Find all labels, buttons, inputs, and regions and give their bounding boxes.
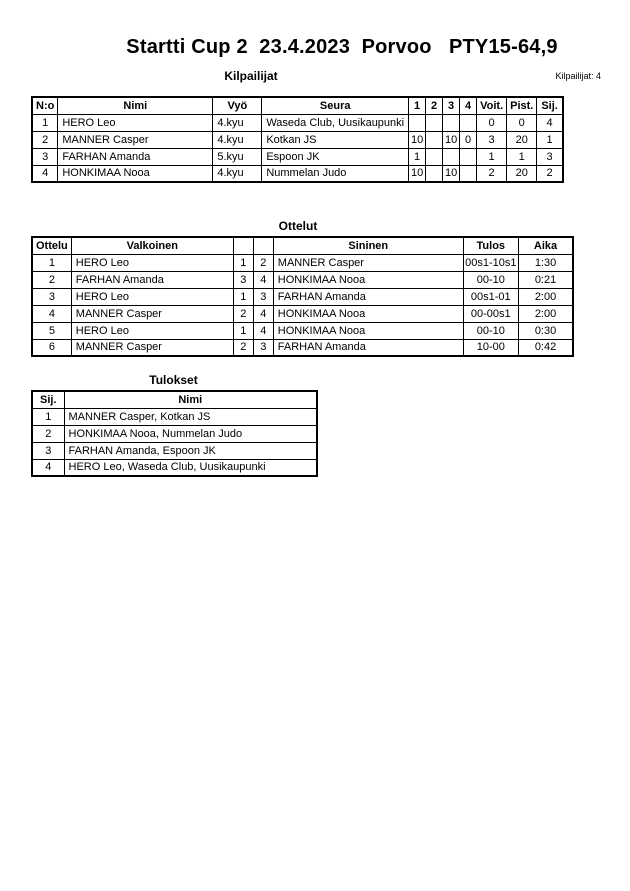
result-cell: 10-00 <box>463 339 518 356</box>
section-title-tulokset: Tulokset <box>149 373 198 387</box>
name-club-cell: HERO Leo, Waseda Club, Uusikaupunki <box>64 459 317 476</box>
name-cell: HERO Leo <box>58 114 213 131</box>
score-cell-2 <box>426 165 443 182</box>
score-cell-4 <box>460 148 477 165</box>
white-name-cell: MANNER Casper <box>71 339 233 356</box>
wins-cell: 0 <box>477 114 507 131</box>
result-row <box>32 442 317 459</box>
name-cell: FARHAN Amanda <box>58 148 213 165</box>
score-cell-3: 10 <box>443 165 460 182</box>
score-cell-3 <box>443 114 460 131</box>
rank-cell: 4 <box>32 459 64 476</box>
competitor-row <box>32 148 563 165</box>
no-cell: 3 <box>32 148 58 165</box>
white-no-cell: 2 <box>233 339 253 356</box>
section-title-ottelut: Ottelut <box>278 219 318 233</box>
name-club-cell: HONKIMAA Nooa, Nummelan Judo <box>64 425 317 442</box>
match-row <box>32 254 573 271</box>
tulokset-table <box>31 390 318 477</box>
result-row <box>32 425 317 442</box>
wins-cell: 2 <box>477 165 507 182</box>
no-cell: 4 <box>32 165 58 182</box>
wins-cell: 3 <box>477 131 507 148</box>
club-cell: Waseda Club, Uusikaupunki <box>262 114 409 131</box>
result-cell: 00s1-01 <box>463 288 518 305</box>
column-header-1: 1 <box>409 97 426 114</box>
score-cell-2 <box>426 114 443 131</box>
white-name-cell: MANNER Casper <box>71 305 233 322</box>
rank-cell: 1 <box>32 408 64 425</box>
blue-name-cell: HONKIMAA Nooa <box>273 305 463 322</box>
blue-no-cell: 4 <box>253 322 273 339</box>
score-cell-3: 10 <box>443 131 460 148</box>
points-cell: 20 <box>507 131 537 148</box>
competitor-row <box>32 114 563 131</box>
club-cell: Espoon JK <box>262 148 409 165</box>
column-header-valkoinen: Valkoinen <box>71 237 233 254</box>
time-cell: 0:30 <box>518 322 573 339</box>
white-name-cell: FARHAN Amanda <box>71 271 233 288</box>
score-cell-4 <box>460 165 477 182</box>
match-no-cell: 4 <box>32 305 71 322</box>
blue-name-cell: HONKIMAA Nooa <box>273 271 463 288</box>
column-header-nimi: Nimi <box>64 391 317 408</box>
result-cell: 00-00s1 <box>463 305 518 322</box>
match-no-cell: 1 <box>32 254 71 271</box>
score-cell-2 <box>426 131 443 148</box>
rank-cell: 2 <box>537 165 563 182</box>
table-header-row <box>32 97 563 114</box>
blue-no-cell: 4 <box>253 305 273 322</box>
belt-cell: 5.kyu <box>213 148 262 165</box>
rank-cell: 4 <box>537 114 563 131</box>
blue-no-cell: 4 <box>253 271 273 288</box>
white-no-cell: 1 <box>233 254 253 271</box>
white-name-cell: HERO Leo <box>71 322 233 339</box>
kilpailijat-table <box>31 96 564 183</box>
points-cell: 0 <box>507 114 537 131</box>
score-cell-3 <box>443 148 460 165</box>
blue-name-cell: HONKIMAA Nooa <box>273 322 463 339</box>
club-cell: Nummelan Judo <box>262 165 409 182</box>
white-no-cell: 1 <box>233 322 253 339</box>
score-cell-1 <box>409 114 426 131</box>
column-header-blue-no <box>253 237 273 254</box>
name-club-cell: FARHAN Amanda, Espoon JK <box>64 442 317 459</box>
table-header-row <box>32 237 573 254</box>
score-cell-1: 10 <box>409 165 426 182</box>
match-no-cell: 5 <box>32 322 71 339</box>
column-header-2: 2 <box>426 97 443 114</box>
column-header-no: N:o <box>32 97 58 114</box>
column-header-voit: Voit. <box>477 97 507 114</box>
column-header-sij: Sij. <box>32 391 64 408</box>
column-header-vyo: Vyö <box>213 97 262 114</box>
blue-name-cell: FARHAN Amanda <box>273 339 463 356</box>
white-no-cell: 3 <box>233 271 253 288</box>
match-no-cell: 6 <box>32 339 71 356</box>
blue-no-cell: 3 <box>253 339 273 356</box>
white-no-cell: 2 <box>233 305 253 322</box>
column-header-aika: Aika <box>518 237 573 254</box>
column-header-sij: Sij. <box>537 97 563 114</box>
rank-cell: 3 <box>537 148 563 165</box>
white-name-cell: HERO Leo <box>71 288 233 305</box>
column-header-nimi: Nimi <box>58 97 213 114</box>
column-header-3: 3 <box>443 97 460 114</box>
rank-cell: 1 <box>537 131 563 148</box>
match-row <box>32 305 573 322</box>
table-header-row <box>32 391 317 408</box>
competitor-count-label: Kilpailijat: 4 <box>555 71 601 81</box>
points-cell: 1 <box>507 148 537 165</box>
result-cell: 00s1-10s1 <box>463 254 518 271</box>
match-row <box>32 271 573 288</box>
ottelut-table <box>31 236 574 357</box>
time-cell: 2:00 <box>518 305 573 322</box>
result-cell: 00-10 <box>463 322 518 339</box>
competitor-row <box>32 131 563 148</box>
wins-cell: 1 <box>477 148 507 165</box>
match-row <box>32 288 573 305</box>
result-cell: 00-10 <box>463 271 518 288</box>
name-cell: MANNER Casper <box>58 131 213 148</box>
column-header-pist: Pist. <box>507 97 537 114</box>
match-row <box>32 339 573 356</box>
score-cell-4 <box>460 114 477 131</box>
name-club-cell: MANNER Casper, Kotkan JS <box>64 408 317 425</box>
column-header-sininen: Sininen <box>273 237 463 254</box>
belt-cell: 4.kyu <box>213 131 262 148</box>
column-header-tulos: Tulos <box>463 237 518 254</box>
match-no-cell: 3 <box>32 288 71 305</box>
column-header-4: 4 <box>460 97 477 114</box>
column-header-seura: Seura <box>262 97 409 114</box>
time-cell: 2:00 <box>518 288 573 305</box>
column-header-ottelu: Ottelu <box>32 237 71 254</box>
no-cell: 2 <box>32 131 58 148</box>
blue-name-cell: FARHAN Amanda <box>273 288 463 305</box>
result-row <box>32 408 317 425</box>
blue-no-cell: 2 <box>253 254 273 271</box>
match-row <box>32 322 573 339</box>
match-no-cell: 2 <box>32 271 71 288</box>
score-cell-4: 0 <box>460 131 477 148</box>
belt-cell: 4.kyu <box>213 114 262 131</box>
page-title: Startti Cup 2 23.4.2023 Porvoo PTY15-64,9 <box>126 36 558 58</box>
blue-name-cell: MANNER Casper <box>273 254 463 271</box>
time-cell: 0:42 <box>518 339 573 356</box>
white-name-cell: HERO Leo <box>71 254 233 271</box>
belt-cell: 4.kyu <box>213 165 262 182</box>
rank-cell: 2 <box>32 425 64 442</box>
time-cell: 0:21 <box>518 271 573 288</box>
competitor-row <box>32 165 563 182</box>
no-cell: 1 <box>32 114 58 131</box>
kilpailijat-header-row <box>0 67 630 87</box>
score-cell-1: 10 <box>409 131 426 148</box>
score-cell-1: 1 <box>409 148 426 165</box>
white-no-cell: 1 <box>233 288 253 305</box>
name-cell: HONKIMAA Nooa <box>58 165 213 182</box>
section-title-kilpailijat: Kilpailijat <box>224 69 278 83</box>
blue-no-cell: 3 <box>253 288 273 305</box>
result-row <box>32 459 317 476</box>
time-cell: 1:30 <box>518 254 573 271</box>
club-cell: Kotkan JS <box>262 131 409 148</box>
column-header-white-no <box>233 237 253 254</box>
score-cell-2 <box>426 148 443 165</box>
points-cell: 20 <box>507 165 537 182</box>
rank-cell: 3 <box>32 442 64 459</box>
